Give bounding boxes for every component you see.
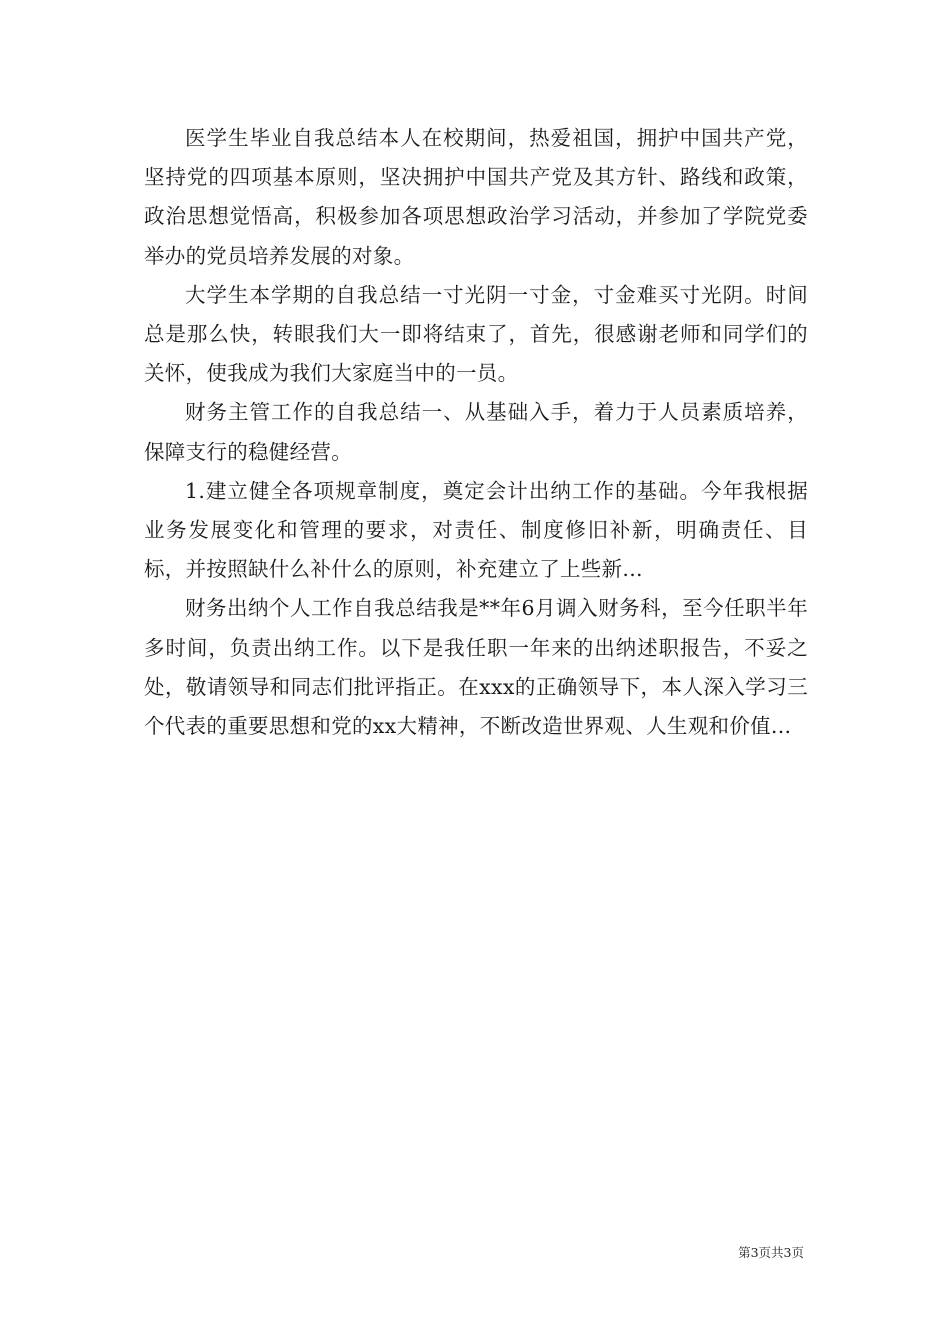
paragraph-medical-graduate-summary: 医学生毕业自我总结本人在校期间，热爱祖国，拥护中国共产党，坚持党的四项基本原则，坚决拥护中国共产党及其方针、路线和政策，政治思想觉悟高，积极参加各项思想政治学习活动，并参加了学院党委举办的党员培养发展的对象。 xyxy=(144,126,808,268)
paragraph-college-semester-summary: 大学生本学期的自我总结一寸光阴一寸金，寸金难买寸光阴。时间总是那么快，转眼我们大一即将结束了，首先，很感谢老师和同学们的关怀，使我成为我们大家庭当中的一员。 xyxy=(144,282,808,386)
paragraph-rules-and-regulations: 1.建立健全各项规章制度，奠定会计出纳工作的基础。今年我根据业务发展变化和管理的要求，对责任、制度修旧补新，明确责任、目标，并按照缺什么补什么的原则，补充建立了上些新... xyxy=(144,478,808,582)
paragraph-finance-supervisor-summary: 财务主管工作的自我总结一、从基础入手，着力于人员素质培养，保障支行的稳健经营。 xyxy=(144,400,808,464)
paragraph-cashier-work-summary: 财务出纳个人工作自我总结我是**年6月调入财务科，至今任职半年多时间，负责出纳工作。以下是我任职一年来的出纳述职报告，不妥之处，敬请领导和同志们批评指正。在xxx的正确领导下，本人深入学习三个代表的重要思想和党的xx大精神，不断改造世界观、人生观和价值... xyxy=(144,596,808,739)
page-number-footer: 第3页共3页 xyxy=(738,1245,804,1260)
document-body xyxy=(144,119,808,746)
